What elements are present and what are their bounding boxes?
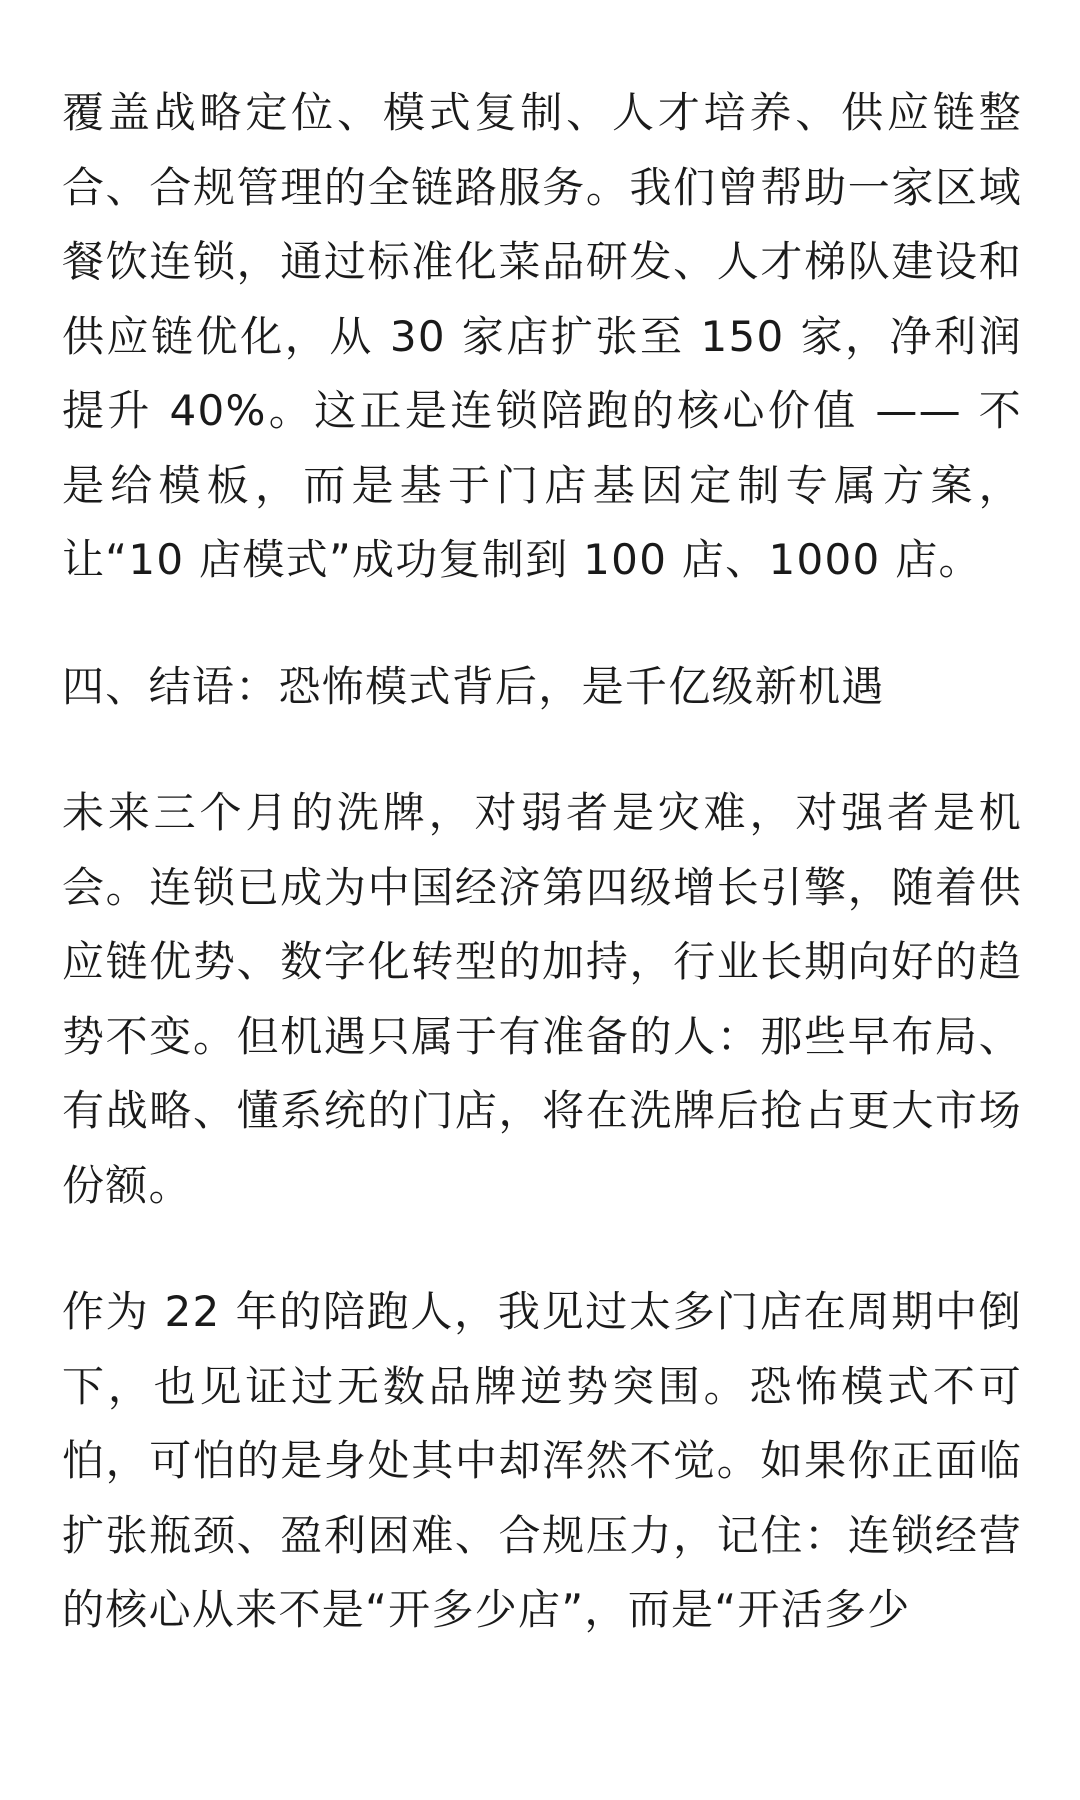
paragraph-author-reflection: 作为 22 年的陪跑人，我见过太多门店在周期中倒下，也见证过无数品牌逆势突围。恐怖模式不可怕，可怕的是身处其中却浑然不觉。如果你正面临扩张瓶颈、盈利困难、合规压力，记住：连锁经营的核心从来不是“开多少店”，而是“开活多少 [62, 1287, 1022, 1634]
paragraph-opportunity: 未来三个月的洗牌，对弱者是灾难，对强者是机会。连锁已成为中国经济第四级增长引擎，随着供应链优势、数字化转型的加持，行业长期向好的趋势不变。但机遇只属于有准备的人：那些早布局、有战略、懂系统的门店，将在洗牌后抢占更大市场份额。 [62, 788, 1022, 1210]
section-heading-conclusion: 四、结语：恐怖模式背后，是千亿级新机遇 [62, 661, 885, 711]
paragraph-service-case: 覆盖战略定位、模式复制、人才培养、供应链整合、合规管理的全链路服务。我们曾帮助一家区域餐饮连锁，通过标准化菜品研发、人才梯队建设和供应链优化，从 30 家店扩张至 150 家，净利润提升 40%。这正是连锁陪跑的核心价值 —— 不是给模板，而是基于门店基因定制专属方案，让“10 店模式”成功复制到 100 店、1000 店。 [62, 88, 1022, 584]
article-body [62, 76, 1022, 1700]
